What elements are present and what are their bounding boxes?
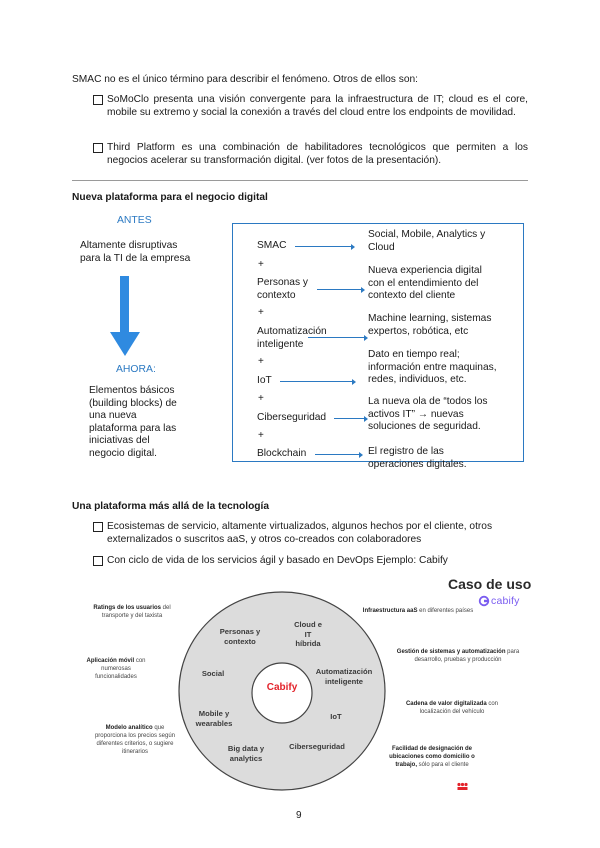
item-blockchain: Blockchain — [257, 448, 307, 459]
desc-blockchain-line-1: El registro de las — [368, 446, 444, 457]
desc-personas-line-2: con el entendimiento del — [368, 277, 479, 289]
note-infra — [362, 607, 474, 615]
usecase-title: Caso de uso — [448, 576, 532, 592]
red-emblem-icon — [456, 782, 469, 791]
note-ratings-rest: del transporte y del taxista — [101, 605, 171, 619]
desc-automatizacion — [368, 313, 491, 338]
note-ratings-bold: Ratings de los usuarios — [93, 605, 161, 611]
ring-bigdata — [222, 744, 270, 763]
item-personas — [257, 277, 308, 302]
checkbox-somoclo[interactable] — [93, 95, 103, 105]
note-ratings — [84, 604, 180, 620]
plus-sign: + — [258, 430, 264, 441]
arrow-smac — [295, 246, 351, 247]
antes-line-1: Altamente disruptivas — [80, 240, 178, 251]
ring-automatizacion-line-1: Automatización — [315, 667, 373, 676]
ahora-line-1: Elementos básicos — [89, 385, 175, 396]
checkbox-third-platform[interactable] — [93, 143, 103, 153]
desc-automatizacion-line-1: Machine learning, sistemas — [368, 313, 492, 324]
antes-text — [80, 240, 190, 265]
section-title-nueva-plataforma: Nueva plataforma para el negocio digital — [72, 192, 268, 203]
item-personas-line-1: Personas y — [257, 277, 308, 288]
somoclo-text: SoMoClo presenta una visión convergente para la infraestructura de IT; cloud es el core, mobile su extremo y social la conexión a través del cloud entre los endpoints de movilidad. — [107, 94, 528, 118]
intro-paragraph: SMAC no es el único término para describir el fenómeno. Otros de ellos son: — [72, 74, 418, 85]
note-modelo — [94, 724, 176, 756]
ring-center-cabify: Cabify — [266, 682, 298, 693]
desc-blockchain-line-2: operaciones digitales. — [368, 458, 467, 470]
arrow-automatizacion — [308, 337, 364, 338]
antes-label: ANTES — [117, 215, 152, 226]
ring-social: Social — [201, 669, 225, 678]
desc-smac — [368, 229, 485, 254]
note-cadena-rest: con localización del vehículo — [419, 701, 499, 715]
ring-mobile-line-1: Mobile y — [198, 709, 230, 718]
note-app — [80, 657, 152, 681]
desc-iot-line-3: redes, individuos, etc. — [368, 374, 467, 386]
note-modelo-rest: que proporciona los precios según diferentes criterios, o sugiere itinerarios — [94, 725, 176, 755]
note-gestion — [392, 648, 524, 664]
note-facilidad-rest: sólo para el cliente — [416, 762, 469, 768]
ahora-text — [89, 385, 177, 461]
ahora-line-4: plataforma para las — [89, 422, 177, 434]
desc-blockchain — [368, 446, 467, 471]
arrow-iot — [280, 381, 352, 382]
ahora-label: AHORA: — [116, 364, 156, 375]
plus-sign: + — [258, 307, 264, 318]
ring-mobile — [190, 709, 238, 728]
note-cadena-bold: Cadena de valor digitalizada — [405, 701, 487, 707]
down-arrow-icon — [107, 276, 143, 356]
ahora-line-6: negocio digital. — [89, 447, 157, 459]
ring-cloud-line-1: Cloud e — [294, 620, 322, 629]
desc-personas — [368, 265, 482, 303]
cabify-logo-icon — [478, 595, 490, 607]
note-modelo-bold: Modelo analítico — [105, 725, 153, 731]
note-app-rest: con numerosas funcionalidades — [95, 658, 146, 680]
third-platform-text: Third Platform es una combinación de habilitadores tecnológicos que permiten a los negocios acelerar su transformación digital. (ver fotos de la presentación). — [107, 142, 528, 166]
desc-smac-line-2: Cloud — [368, 241, 395, 253]
note-infra-rest: en diferentes países — [417, 608, 474, 614]
desc-automatizacion-line-2: expertos, robótica, etc — [368, 325, 469, 337]
note-gestion-rest: para desarrollo, pruebas y producción — [414, 649, 520, 663]
arrow-blockchain — [315, 454, 359, 455]
item-automatizacion — [257, 326, 327, 351]
arrow-personas — [317, 289, 361, 290]
checkbox-ecosistemas[interactable] — [93, 522, 103, 532]
ring-automatizacion — [310, 667, 378, 686]
ring-automatizacion-line-2: inteligente — [325, 676, 363, 686]
arrow-ciberseguridad — [334, 418, 364, 419]
ahora-line-5: iniciativas del — [89, 435, 150, 447]
desc-ciberseguridad-line-2: activos IT” → nuevas — [368, 408, 464, 420]
ring-personas-line-1: Personas y — [219, 627, 261, 636]
item-ciberseguridad: Ciberseguridad — [257, 412, 327, 423]
ring-bigdata-line-1: Big data y — [227, 744, 265, 753]
item-iot: IoT — [257, 375, 272, 386]
cabify-logo-text: cabify — [491, 595, 520, 607]
note-app-bold: Aplicación móvil — [86, 658, 135, 664]
desc-personas-line-1: Nueva experiencia digital — [368, 265, 482, 276]
plus-sign: + — [258, 356, 264, 367]
ring-iot: IoT — [330, 712, 342, 721]
ahora-line-3: una nueva — [89, 410, 137, 422]
note-cadena — [396, 700, 508, 716]
ring-mobile-line-2: wearables — [195, 718, 233, 728]
item-automatizacion-line-2: inteligente — [257, 338, 304, 350]
note-gestion-bold: Gestión de sistemas y automatización — [396, 649, 506, 655]
desc-ciberseguridad-line-3: soluciones de seguridad. — [368, 421, 481, 433]
ecosistemas-text: Ecosistemas de servicio, altamente virtualizados, algunos hechos por el cliente, otros externalizados o suscritos aaS, y otros co-creados con colaboradores — [107, 521, 493, 545]
ring-cloud-line-3: híbrida — [295, 639, 321, 649]
item-smac: SMAC — [257, 240, 287, 251]
desc-ciberseguridad-line-1: La nueva ola de “todos los — [368, 396, 488, 407]
ring-personas-line-2: contexto — [224, 636, 256, 646]
antes-line-2: para la TI de la empresa — [80, 252, 191, 264]
desc-iot — [368, 349, 497, 387]
ciclo-vida-text: Con ciclo de vida de los servicios ágil y basado en DevOps Ejemplo: Cabify — [107, 555, 448, 566]
desc-smac-line-1: Social, Mobile, Analytics y — [368, 229, 486, 240]
ring-cloud — [286, 620, 330, 649]
ring-cloud-line-2: IT — [304, 629, 312, 639]
ring-personas — [212, 627, 268, 646]
item-personas-line-2: contexto — [257, 289, 296, 301]
page-number: 9 — [296, 810, 302, 821]
ahora-line-2: (building blocks) de — [89, 397, 177, 409]
cabify-logo — [478, 595, 520, 607]
note-infra-bold: Infraestructura aaS — [362, 608, 418, 614]
item-automatizacion-line-1: Automatización — [257, 326, 327, 337]
plus-sign: + — [258, 259, 264, 270]
plus-sign: + — [258, 393, 264, 404]
ring-bigdata-line-2: analytics — [229, 753, 263, 763]
note-facilidad-bold: Facilidad de designación de ubicaciones como domicilio o trabajo, — [389, 746, 475, 768]
desc-iot-line-2: información entre maquinas, — [368, 361, 497, 373]
ring-ciberseguridad: Ciberseguridad — [289, 742, 345, 751]
section-divider — [72, 180, 528, 181]
section-title-mas-alla: Una plataforma más allá de la tecnología — [72, 501, 270, 512]
note-facilidad — [384, 745, 480, 769]
checkbox-ciclo-vida[interactable] — [93, 556, 103, 566]
desc-ciberseguridad — [368, 396, 488, 434]
desc-personas-line-3: contexto del cliente — [368, 290, 456, 302]
desc-iot-line-1: Dato en tiempo real; — [368, 349, 460, 360]
